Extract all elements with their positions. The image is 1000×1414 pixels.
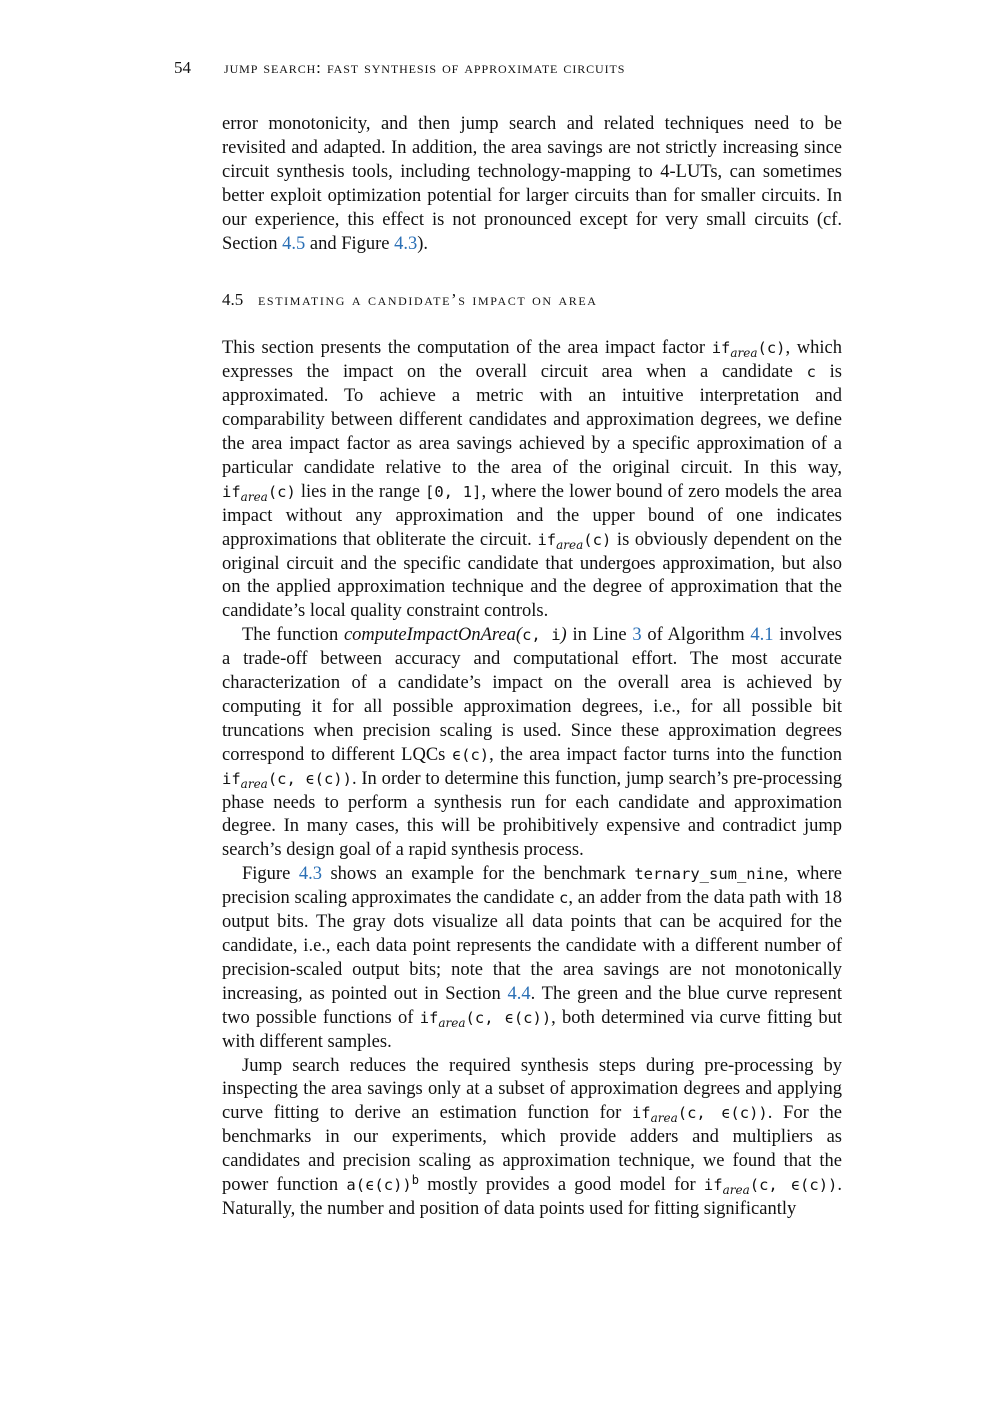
math-area-subscript: area xyxy=(438,1015,466,1030)
figure-ref-link[interactable]: 4.3 xyxy=(394,233,418,254)
math-power-exponent: b xyxy=(411,1172,419,1187)
text-run: . For the benchmarks in our experiments, which provide adders and multipliers as candidates and precision scaling as approximation technique, we found that the power function xyxy=(222,1103,842,1196)
math-area-subscript: area xyxy=(722,1183,750,1198)
paragraph-2 xyxy=(222,337,842,624)
benchmark-name: ternary_sum_nine xyxy=(634,865,784,884)
text-run: shows an example for the benchmark xyxy=(321,864,635,885)
text-run: of Algorithm xyxy=(641,625,751,646)
math-if: if xyxy=(222,482,241,501)
math-if-area-c-eps xyxy=(419,1008,552,1030)
text-run: , the area impact factor turns into the function xyxy=(489,744,843,765)
math-if: if xyxy=(711,339,731,358)
function-args: c, i xyxy=(522,626,561,645)
paragraph-3 xyxy=(222,624,842,863)
text-run: mostly provides a good model for xyxy=(418,1175,704,1196)
text-run: , where precision scaling approximates the candidate xyxy=(222,864,842,909)
math-eps-c: ϵ(c) xyxy=(451,745,490,764)
text-run: . The green and the blue curve represent two possible functions of xyxy=(222,983,842,1028)
math-arg: (c, ϵ(c)) xyxy=(465,1008,552,1027)
math-arg: (c) xyxy=(267,482,296,501)
text-run: lies in the range xyxy=(295,481,425,502)
math-arg: (c) xyxy=(757,339,786,358)
figure-ref-link[interactable]: 4.3 xyxy=(298,864,322,885)
text-run: . In order to determine this function, jump search’s pre-processing phase needs to perform a synthesis run for each candidate and approximation degree. In many cases, this will be prohibitively expensive and contradict jump search’s design goal of a rapid synthesis process. xyxy=(222,768,842,861)
math-if: if xyxy=(419,1008,439,1027)
body-text xyxy=(222,113,842,1222)
math-if: if xyxy=(222,769,241,788)
text-run: , where the lower bound of zero models the area impact without any approximation and the upper bound of one indicates approximations that obliterate the circuit. xyxy=(222,481,843,550)
running-title: jump search: fast synthesis of approximate circuits xyxy=(224,58,626,77)
line-ref-link[interactable]: 3 xyxy=(632,625,642,646)
text-run: This section presents the computation of the area impact factor xyxy=(222,338,712,359)
text-run: , both determined via curve fitting but with different samples. xyxy=(222,1007,842,1052)
text-run: in Line xyxy=(566,625,633,646)
math-arg: (c, ϵ(c)) xyxy=(677,1104,768,1123)
function-close: ) xyxy=(560,625,567,646)
paragraph-4 xyxy=(222,863,842,1054)
math-area-subscript: area xyxy=(730,346,758,361)
text-run: involves a trade-off between accuracy and computational effort. The most accurate characterization of a candidate’s impact on the overall area is achieved by computing it for all possible approximation degrees, i.e., for all possible bit truncations when precision scaling is used. Since these approximation degrees correspond to different LQCs xyxy=(222,625,842,765)
math-arg: (c, ϵ(c)) xyxy=(267,769,352,788)
function-name: computeImpactOnArea( xyxy=(343,625,523,646)
text-run: , which expresses the impact on the overall circuit area when a candidate xyxy=(222,338,842,383)
math-if: if xyxy=(537,530,557,549)
section-title: estimating a candidate’s impact on area xyxy=(258,290,598,310)
running-head xyxy=(174,58,854,78)
text-run: The function xyxy=(242,625,344,646)
math-area-subscript: area xyxy=(556,537,584,552)
math-if-area-c xyxy=(222,482,296,504)
math-power-base: a(ϵ(c)) xyxy=(346,1176,412,1195)
math-arg: (c) xyxy=(583,530,612,549)
math-if: if xyxy=(703,1176,723,1195)
math-range: [0, 1] xyxy=(424,482,482,501)
math-if-area-c-eps xyxy=(222,769,352,791)
paragraph-5 xyxy=(222,1055,842,1222)
section-ref-link[interactable]: 4.5 xyxy=(282,233,306,254)
text-run: , an adder from the data path with 18 output bits. The gray dots visualize all data points that can be acquired for the candidate, i.e., each data point represents the candidate with a different number of precision-scaled output bits; note that the area savings are not monotonically increasing, as pointed out in Section xyxy=(222,888,842,1004)
text-run: is obviously dependent on the original circuit and the specific candidate that undergoes approximation, but also on the applied approximation technique and the degree of approximation that the candidate’s local quality constraint controls. xyxy=(222,529,842,622)
math-area-subscript: area xyxy=(240,776,268,791)
math-var-c: c xyxy=(559,889,569,908)
text-run: Jump search reduces the required synthesis steps during pre-processing by inspecting the area savings only at a subset of approximation degrees and applying curve fitting to derive an estimation function for xyxy=(222,1055,842,1124)
section-ref-link[interactable]: 4.4 xyxy=(507,983,531,1004)
page-number: 54 xyxy=(174,58,191,77)
math-if-area-c xyxy=(537,530,612,552)
section-heading xyxy=(222,288,842,312)
text-run: is approximated. To achieve a metric with an intuitive interpretation and comparability between different candidates and approximation degrees, we define the area impact factor as area savings achieved by a specific approximation of a particular candidate relative to the area of the original circuit. In this way, xyxy=(222,362,842,478)
math-area-subscript: area xyxy=(240,489,268,504)
text-run: ). xyxy=(417,233,429,254)
math-if-area-c xyxy=(711,339,786,361)
text-run: . Naturally, the number and position of data points used for fitting significantly xyxy=(222,1175,842,1219)
section-number: 4.5 xyxy=(222,290,244,310)
math-arg: (c, ϵ(c)) xyxy=(749,1176,838,1195)
algorithm-ref-link[interactable]: 4.1 xyxy=(750,625,774,646)
math-var-c: c xyxy=(806,363,816,382)
text-run: Figure xyxy=(242,864,299,885)
text-run: error monotonicity, and then jump search and related techniques need to be revisited and adapted. In addition, the area savings are not strictly increasing since circuit synthesis tools, including technology-mapping to 4-LUTs, can sometimes better exploit optimization potential for larger circuits than for smaller circuits. In our experience, this effect is not pronounced except for very small circuits (cf. Section xyxy=(222,114,842,254)
paragraph-1 xyxy=(222,113,842,256)
math-area-subscript: area xyxy=(650,1111,678,1126)
math-if-area-c-eps xyxy=(703,1176,838,1198)
math-if-area-c-eps xyxy=(631,1104,768,1126)
math-power-function xyxy=(346,1172,419,1195)
math-if: if xyxy=(631,1104,651,1123)
text-run: and Figure xyxy=(305,233,395,254)
